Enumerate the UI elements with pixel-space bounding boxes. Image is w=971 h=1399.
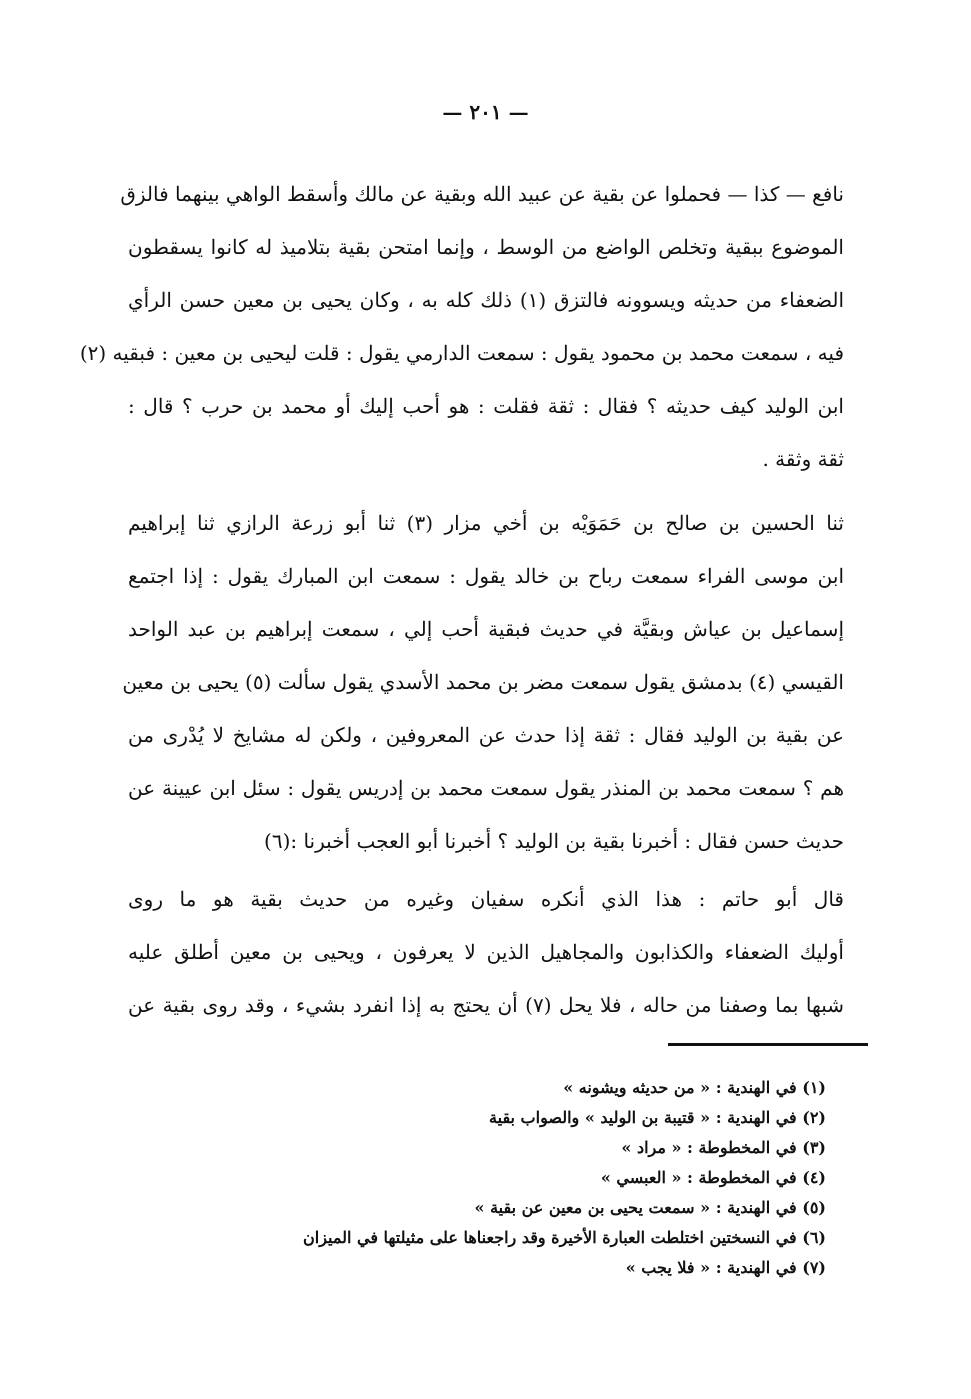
text-line: القيسي (٤) بدمشق يقول سمعت مضر بن محمد الأسدي يقول سألت (٥) يحيى بن معين bbox=[122, 670, 844, 694]
text-line: هم ؟ سمعت محمد بن المنذر يقول سمعت محمد بن إدريس يقول : سئل ابن عيينة عن bbox=[128, 776, 844, 800]
text-line: ثنا الحسين بن صالح بن حَمَوَيْه بن أخي مزار (٣) ثنا أبو زرعة الرازي ثنا إبراهيم bbox=[128, 511, 844, 535]
text-line: إسماعيل بن عياش وبقيَّة في حديث فبقية أحب إلي ، سمعت إبراهيم بن عبد الواحد bbox=[128, 617, 844, 641]
footnote-separator bbox=[668, 1043, 868, 1046]
paragraph-3 bbox=[128, 873, 844, 1032]
footnotes bbox=[126, 1073, 826, 1283]
footnote: (٤) في المخطوطة : « العبسي » bbox=[600, 1168, 826, 1187]
text-line: نافع — كذا — فحملوا عن بقية عن عبيد الله وبقية عن مالك وأسقط الواهي بينهما فالزق bbox=[120, 182, 844, 206]
footnote: (١) في الهندية : « من حديثه ويشونه » bbox=[563, 1078, 826, 1097]
footnote: (٦) في النسختين اختلطت العبارة الأخيرة وقد راجعناها على مثيلتها في الميزان bbox=[303, 1228, 826, 1247]
footnote: (٣) في المخطوطة : « مراد » bbox=[621, 1138, 826, 1157]
text-line: عن بقية بن الوليد فقال : ثقة إذا حدث عن المعروفين ، ولكن له مشايخ لا يُدْرى من bbox=[128, 723, 844, 747]
text-line: حديث حسن فقال : أخبرنا بقية بن الوليد ؟ أخبرنا أبو العجب أخبرنا :(٦) bbox=[264, 829, 844, 853]
text-line: ثقة وثقة . bbox=[762, 447, 844, 471]
footnote: (٧) في الهندية : « فلا يجب » bbox=[625, 1258, 826, 1277]
text-line: ابن موسى الفراء سمعت رباح بن خالد يقول : سمعت ابن المبارك يقول : إذا اجتمع bbox=[128, 564, 845, 588]
text-line: فيه ، سمعت محمد بن محمود يقول : سمعت الدارمي يقول : قلت ليحيى بن معين : فبقيه (٢) bbox=[79, 341, 844, 365]
footnote: (٥) في الهندية : « سمعت يحيى بن معين عن بقية » bbox=[474, 1198, 826, 1217]
text-line: قال أبو حاتم : هذا الذي أنكره سفيان وغيره من حديث بقية هو ما روى bbox=[128, 887, 844, 911]
paragraph-1 bbox=[79, 168, 844, 486]
text-line: ابن الوليد كيف حديثه ؟ فقال : ثقة فقلت : هو أحب إليك أو محمد بن حرب ؟ قال : bbox=[128, 394, 844, 418]
footnote: (٢) في الهندية : « قتيبة بن الوليد » والصواب بقية bbox=[489, 1108, 826, 1127]
page-number: — ٢٠١ — bbox=[442, 100, 529, 124]
text-line: أوليك الضعفاء والكذابون والمجاهيل الذين لا يعرفون ، ويحيى بن معين أطلق عليه bbox=[128, 940, 844, 964]
text-line: الضعفاء من حديثه ويسوونه فالتزق (١) ذلك كله به ، وكان يحيى بن معين حسن الرأي bbox=[128, 288, 844, 312]
text-line: الموضوع ببقية وتخلص الواضع من الوسط ، وإنما امتحن بقية بتلاميذ له كانوا يسقطون bbox=[128, 235, 844, 259]
paragraph-2 bbox=[122, 497, 845, 868]
text-line: شبها بما وصفنا من حاله ، فلا يحل (٧) أن يحتج به إذا انفرد بشيء ، وقد روى بقية عن bbox=[128, 993, 844, 1017]
